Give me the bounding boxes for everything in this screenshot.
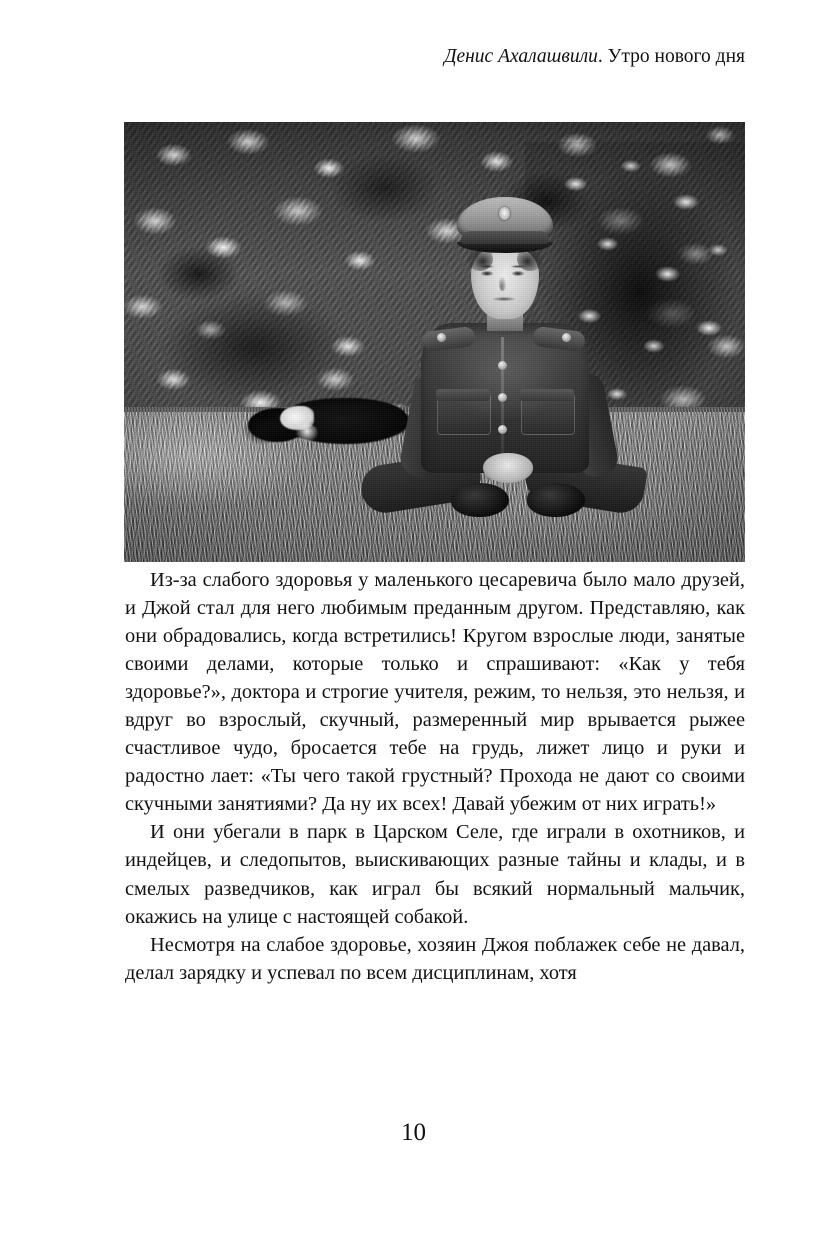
- boy-boot-right: [527, 483, 585, 517]
- boy-pocket-flap-right: [520, 389, 574, 401]
- running-header: [125, 44, 745, 70]
- boy-tunic-button: [498, 361, 507, 370]
- page-number: 10: [401, 1119, 426, 1146]
- boy-hands: [483, 453, 533, 483]
- header-title: Утро нового дня: [607, 46, 745, 67]
- header-author: Денис Ахалашвили: [444, 46, 598, 67]
- boy-boot-left: [451, 483, 509, 517]
- dog-joy: [236, 394, 416, 456]
- boy-nose: [499, 277, 506, 291]
- photo-content: [124, 122, 745, 562]
- boy-brow-left: [480, 265, 494, 268]
- header-separator: .: [597, 46, 603, 67]
- boy-tsarevich: [399, 197, 644, 517]
- boy-tunic-button: [498, 393, 507, 402]
- boy-eye-left: [481, 271, 493, 276]
- boy-brow-right: [511, 265, 525, 268]
- boy-epaulette-right: [562, 333, 571, 342]
- boy-tunic-placket: [501, 337, 504, 467]
- boy-epaulette-left: [437, 333, 446, 342]
- boy-mouth: [493, 297, 515, 301]
- body-text: [125, 566, 745, 987]
- boy-eye-right: [512, 271, 524, 276]
- paragraph: Из-за слабого здоровья у маленького цесаревича было мало друзей, и Джой стал для него любимым преданным другом. Представляю, как они обрадовались, когда встретились! Кругом взрослые люди, занятые своими делами, которые только и спрашивают: «Как у тебя здоровье?», доктора и строгие учителя, режим, то нельзя, это нельзя, и вдруг во взрослый, скучный, размеренный мир врывается рыжее счастливое чудо, бросается тебе на грудь, лижет лицо и руки и радостно лает: «Ты чего такой грустный? Прохода не дают со своими скучными занятиями? Да ну их всех! Давай убежим от них играть!»: [125, 569, 745, 816]
- cap-band: [461, 231, 549, 244]
- cap-cockade-icon: [499, 207, 510, 220]
- boy-pocket-flap-left: [436, 389, 490, 401]
- photograph: [124, 122, 745, 562]
- paragraph: И они убегали в парк в Царском Селе, где играли в охотников, и индейцев, и следопытов, выискивающих разные тайны и клады, и в смелых разведчиков, как играл бы всякий нормальный мальчик, окажись на улице с настоящей собакой.: [125, 821, 745, 928]
- paragraph: Несмотря на слабое здоровье, хозяин Джоя поблажек себе не давал, делал зарядку и успевал по всем дисциплинам, хотя: [125, 933, 745, 984]
- dog-chest: [296, 424, 318, 442]
- boy-tunic-button: [498, 425, 507, 434]
